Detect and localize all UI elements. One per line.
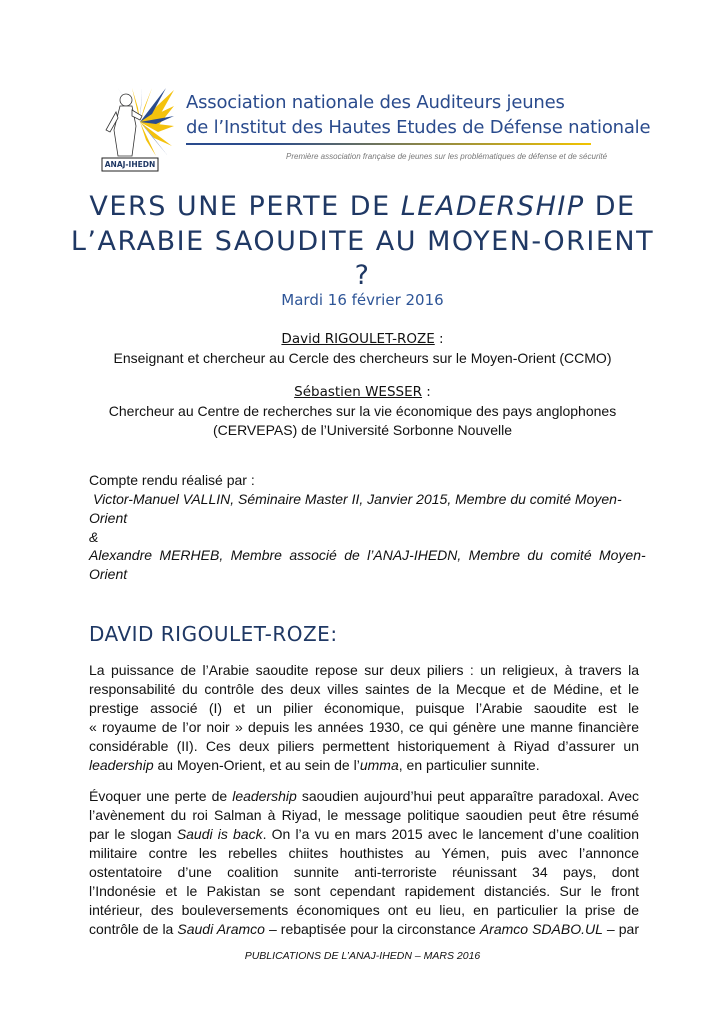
header-rule (186, 143, 591, 145)
author-name: Sébastien WESSER : (294, 384, 431, 400)
document-title-line3: ? (354, 260, 371, 291)
report-label: Compte rendu réalisé par : (89, 472, 255, 488)
author-role: Enseignant et chercheur au Cercle des chercheurs sur le Moyen-Orient (CCMO) (113, 350, 612, 366)
paragraph-line: « royaume de l’or noir » depuis les années 1930, ce qui génère une manne financière (89, 719, 639, 735)
body-paragraph (89, 787, 639, 939)
body-paragraph (89, 661, 639, 775)
paragraph-line: l’avènement du roi Salman à Riyad, le message politique saoudien peut être résumé (89, 807, 639, 823)
report-author-line: Victor-Manuel VALLIN, Séminaire Master II, Janvier 2015, Membre du comité Moyen- (93, 491, 622, 507)
report-author-line: Alexandre MERHEB, Membre associé de l’ANAJ-IHEDN, Membre du comité Moyen- (89, 547, 646, 563)
paragraph-line: par le slogan Saudi is back. On l’a vu en mars 2015 avec le lancement d’une coalition (89, 826, 639, 842)
paragraph-line: responsabilité du contrôle des deux villes saintes de la Mecque et de Médine, et le (89, 681, 639, 697)
document-title-line2: L’ARABIE SAOUDITE AU MOYEN-ORIENT (70, 226, 655, 257)
author-role: Chercheur au Centre de recherches sur la vie économique des pays anglophones (108, 403, 617, 419)
anaj-ihedn-logo (96, 86, 176, 174)
paragraph-line: intérieur, des bouleversements économiques ont eu lieu, en particulier la prise de (89, 902, 639, 918)
section-heading: DAVID RIGOULET-ROZE: (89, 622, 338, 646)
document-title-line1: VERS UNE PERTE DE LEADERSHIP DE (89, 191, 636, 222)
title-emphasis: LEADERSHIP (400, 191, 585, 222)
paragraph-line: considérable (II). Ces deux piliers permettent historiquement à Riyad d’assurer un (89, 738, 639, 754)
paragraph-line: contrôle de la Saudi Aramco – rebaptisée pour la circonstance Aramco SDABO.UL – par (89, 921, 639, 937)
paragraph-line: leadership au Moyen-Orient, et au sein de l’umma, en particulier sunnite. (89, 757, 540, 773)
paragraph-line: ostentatoire d’une coalition sunnite anti-terroriste réunissant 34 pays, dont (89, 864, 639, 880)
author-name: David RIGOULET-ROZE : (281, 331, 444, 347)
organization-name-line1: Association nationale des Auditeurs jeunes (186, 92, 565, 113)
logo-caption: ANAJ-IHEDN (104, 160, 156, 169)
paragraph-line: Évoquer une perte de leadership saoudien aujourd’hui peut apparaître paradoxal. Avec (89, 788, 639, 804)
paragraph-line: prestige associé (I) et un pilier économique, puisque l’Arabie saoudite est le (89, 700, 639, 716)
report-ampersand: & (89, 529, 99, 545)
report-author-line: Orient (89, 510, 128, 526)
author-role: (CERVEPAS) de l’Université Sorbonne Nouvelle (212, 422, 513, 438)
organization-tagline: Première association française de jeunes sur les problématiques de défense et de sécurité (286, 152, 608, 161)
page-footer: PUBLICATIONS DE L’ANAJ-IHEDN – MARS 2016 (244, 950, 481, 962)
paragraph-line: l’Indonésie et le Pakistan se sont cependant rapidement distanciés. Sur le front (89, 883, 639, 899)
paragraph-line: militaire contre les rebelles chiites houthistes au Yémen, puis avec l’annonce (89, 845, 639, 861)
report-author-line: Orient (89, 566, 128, 582)
paragraph-line: La puissance de l’Arabie saoudite repose sur deux piliers : un religieux, à travers la (89, 662, 639, 678)
document-date: Mardi 16 février 2016 (281, 291, 444, 309)
organization-name-line2: de l’Institut des Hautes Etudes de Défense nationale (186, 117, 651, 138)
